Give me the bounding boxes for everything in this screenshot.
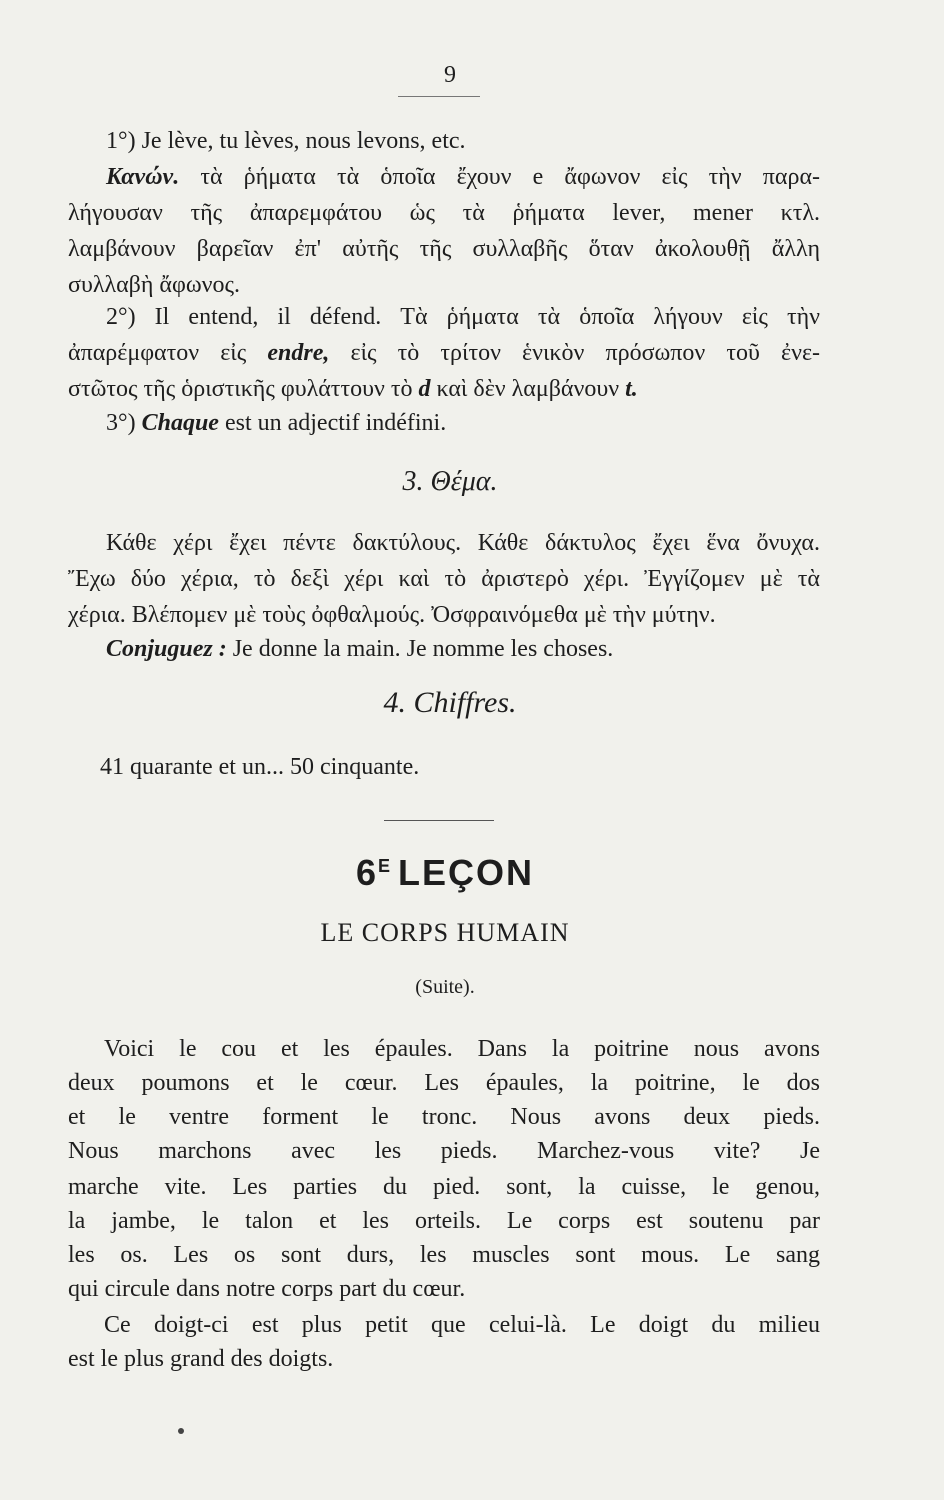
note-2-d: d: [418, 376, 431, 402]
p1-line-3: et le ventre forment le tronc. Nous avons deux pieds.: [68, 1104, 820, 1130]
p1-line-7: les os. Les os sont durs, les muscles sont mous. Le sang: [68, 1242, 820, 1268]
rule-line-2: λήγουσαν τῆς ἀπαρεμφάτου ὡς τὰ ῥήματα lever, mener κτλ.: [68, 200, 820, 226]
p1-line-8: qui circule dans notre corps part du cœur.: [68, 1276, 466, 1302]
lesson-number: 6: [355, 852, 378, 893]
p1-line-5: marche vite. Les parties du pied. sont, la cuisse, le genou,: [68, 1174, 820, 1200]
page-number-rule: [398, 96, 480, 97]
note-2-line-3: [68, 374, 638, 404]
lesson-number-sup: E: [378, 856, 393, 876]
section-3-line-2: Ἔχω δύο χέρια, τὸ δεξὶ χέρι καὶ τὸ ἀριστερὸ χέρι. Ἐγγίζομεν μὲ τὰ: [68, 566, 820, 592]
lesson-word: LEÇON: [398, 852, 535, 893]
page-number: 9: [444, 62, 456, 88]
note-3-number: 3°): [106, 410, 136, 436]
note-1-text: 1°) Je lève, tu lèves, nous levons, etc.: [106, 128, 466, 154]
p1-line-6: la jambe, le talon et les orteils. Le corps est soutenu par: [68, 1208, 820, 1234]
note-2-line-1-text: Τὰ ῥήματα τὰ ὁποῖα λήγουν εἰς τὴν: [400, 304, 820, 330]
note-2-endre: endre,: [267, 340, 330, 366]
rule-line-3: λαμβάνουν βαρεῖαν ἐπ' αὐτῆς τῆς συλλαβῆς ὅταν ἀκολουθῇ ἄλλη: [68, 236, 820, 262]
section-3-line-3: χέρια. Βλέπομεν μὲ τοὺς ὀφθαλμούς. Ὀσφραινόμεθα μὲ τὴν μύτην.: [68, 602, 716, 628]
note-2-line-3-b: καὶ δὲν λαμβάνουν: [436, 376, 620, 402]
section-divider: [384, 820, 494, 821]
rule-line-4: συλλαβὴ ἄφωνος.: [68, 272, 241, 298]
note-2-example: 2°) Il entend, il défend.: [106, 304, 382, 330]
note-2-line-3-a: στῶτος τῆς ὁριστικῆς φυλάττουν τὸ: [68, 376, 413, 402]
lesson-subtitle: LE CORPS HUMAIN: [320, 918, 570, 947]
section-4-heading: 4. Chiffres.: [383, 686, 517, 719]
p2-line-1: Ce doigt-ci est plus petit que celui-là. Le doigt du milieu: [104, 1312, 820, 1338]
conjuguez-label: Conjuguez :: [106, 636, 227, 662]
rule-label: Κανών.: [106, 164, 180, 190]
p2-line-2: est le plus grand des doigts.: [68, 1346, 334, 1372]
rule-line-1-text: τὰ ῥήματα τὰ ὁποῖα ἔχουν e ἄφωνον εἰς τὴν παρα-: [200, 164, 821, 190]
conjuguez-text: Je donne la main. Je nomme les choses.: [232, 636, 614, 662]
rule-line-1: [106, 162, 820, 192]
section-3-line-1: Κάθε χέρι ἔχει πέντε δακτύλους. Κάθε δάκτυλος ἔχει ἕνα ὄνυχα.: [106, 530, 820, 556]
p1-line-2: deux poumons et le cœur. Les épaules, la poitrine, le dos: [68, 1070, 820, 1096]
note-3: [106, 408, 446, 438]
lesson-suite: (Suite).: [415, 976, 475, 998]
print-speck: [178, 1428, 184, 1434]
note-2-line-2-a: ἀπαρέμφατον εἰς: [68, 340, 247, 366]
note-2-line-2: [68, 338, 820, 368]
note-2-line-2-b: εἰς τὸ τρίτον ἑνικὸν πρόσωπον τοῦ ἐνε-: [350, 340, 821, 366]
note-2-line-1: [106, 302, 820, 332]
note-2-t: t.: [625, 376, 638, 402]
section-3-heading: 3. Θέμα.: [402, 466, 498, 497]
note-3-text: est un adjectif indéfini.: [224, 410, 447, 436]
p1-line-4: Nous marchons avec les pieds. Marchez-vous vite? Je: [68, 1138, 820, 1164]
note-3-chaque: Chaque: [141, 410, 219, 436]
p1-line-1: Voici le cou et les épaules. Dans la poitrine nous avons: [104, 1036, 820, 1062]
chiffres-line: 41 quarante et un... 50 cinquante.: [100, 754, 420, 780]
conjuguez-line: [106, 634, 613, 664]
note-1: [106, 126, 466, 156]
lesson-title: [0, 852, 890, 894]
